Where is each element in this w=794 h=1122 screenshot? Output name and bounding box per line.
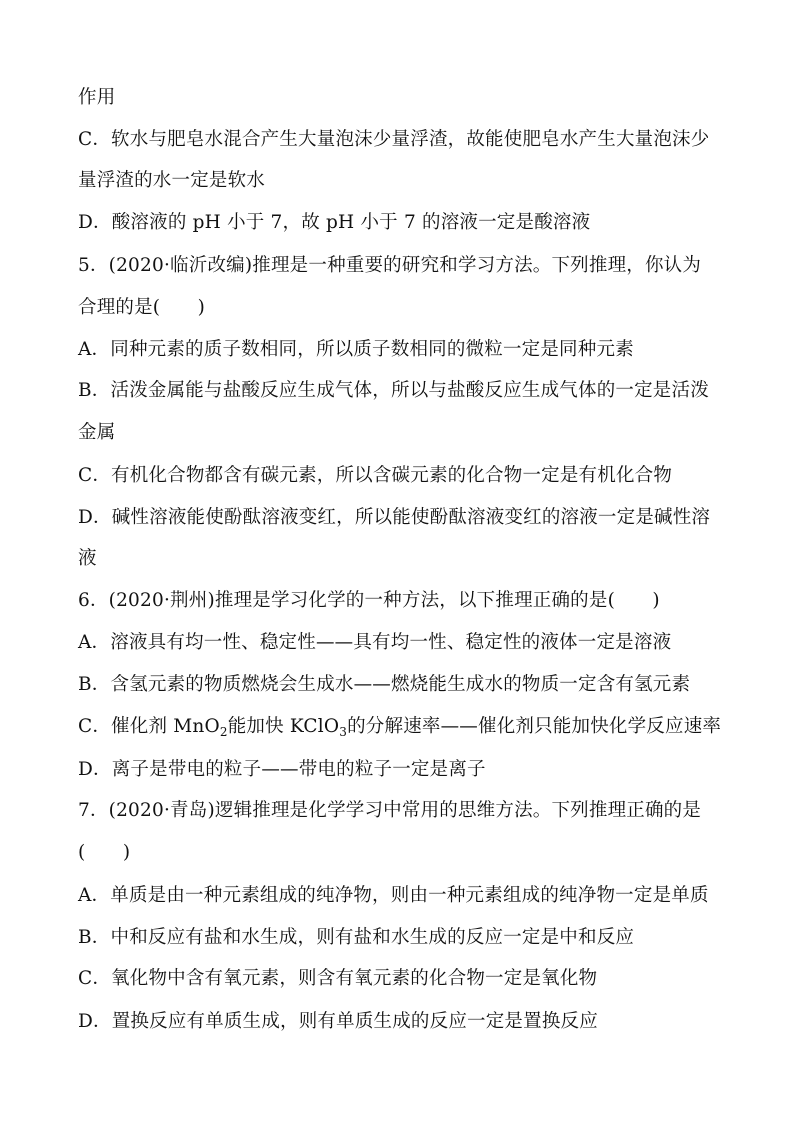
q7-option-c: C．氧化物中含有氧元素，则含有氧元素的化合物一定是氧化物 bbox=[78, 968, 598, 989]
q5-stem: 5．(2020·临沂改编)推理是一种重要的研究和学习方法。下列推理，你认为 bbox=[78, 255, 702, 276]
q7-option-a: A．单质是由一种元素组成的纯净物，则由一种元素组成的纯净物一定是单质 bbox=[78, 885, 709, 906]
q6-option-c-sub2: 3 bbox=[339, 725, 348, 739]
text-line-continuation: 作用 bbox=[78, 87, 116, 108]
q5-stem-cont: 合理的是( ) bbox=[78, 297, 206, 318]
q6-option-c-sub1: 2 bbox=[219, 725, 228, 739]
q5-option-d-cont: 液 bbox=[78, 548, 97, 569]
q6-option-c-pre: C．催化剂 MnO bbox=[78, 716, 220, 737]
q5-option-c: C．有机化合物都含有碳元素，所以含碳元素的化合物一定是有机化合物 bbox=[78, 465, 673, 486]
q6-stem: 6．(2020·荆州)推理是学习化学的一种方法，以下推理正确的是( ) bbox=[78, 590, 660, 611]
q7-stem-cont: ( ) bbox=[78, 842, 131, 863]
q5-option-b: B．活泼金属能与盐酸反应生成气体，所以与盐酸反应生成气体的一定是活泼 bbox=[78, 380, 709, 401]
q6-option-c-post: 的分解速率——催化剂只能加快化学反应速率 bbox=[347, 716, 722, 737]
q4-option-c: C．软水与肥皂水混合产生大量泡沫少量浮渣，故能使肥皂水产生大量泡沫少 bbox=[78, 129, 710, 150]
q4-option-d: D．酸溶液的 pH 小于 7，故 pH 小于 7 的溶液一定是酸溶液 bbox=[78, 212, 591, 233]
q6-option-b: B．含氢元素的物质燃烧会生成水——燃烧能生成水的物质一定含有氢元素 bbox=[78, 674, 691, 695]
q4-option-c-cont: 量浮渣的水一定是软水 bbox=[78, 170, 266, 191]
q6-option-c bbox=[78, 715, 721, 744]
q5-option-a: A．同种元素的质子数相同，所以质子数相同的微粒一定是同种元素 bbox=[78, 339, 634, 360]
q7-option-b: B．中和反应有盐和水生成，则有盐和水生成的反应一定是中和反应 bbox=[78, 927, 635, 948]
q6-option-c-mid: 能加快 KClO bbox=[227, 716, 340, 737]
q5-option-b-cont: 金属 bbox=[78, 422, 116, 443]
q7-option-d: D．置换反应有单质生成，则有单质生成的反应一定是置换反应 bbox=[78, 1011, 598, 1032]
q7-stem: 7．(2020·青岛)逻辑推理是化学学习中常用的思维方法。下列推理正确的是 bbox=[78, 800, 702, 821]
q6-option-a: A．溶液具有均一性、稳定性——具有均一性、稳定性的液体一定是溶液 bbox=[78, 632, 672, 653]
q5-option-d: D．碱性溶液能使酚酞溶液变红，所以能使酚酞溶液变红的溶液一定是碱性溶 bbox=[78, 507, 711, 528]
q6-option-d: D．离子是带电的粒子——带电的粒子一定是离子 bbox=[78, 759, 486, 780]
